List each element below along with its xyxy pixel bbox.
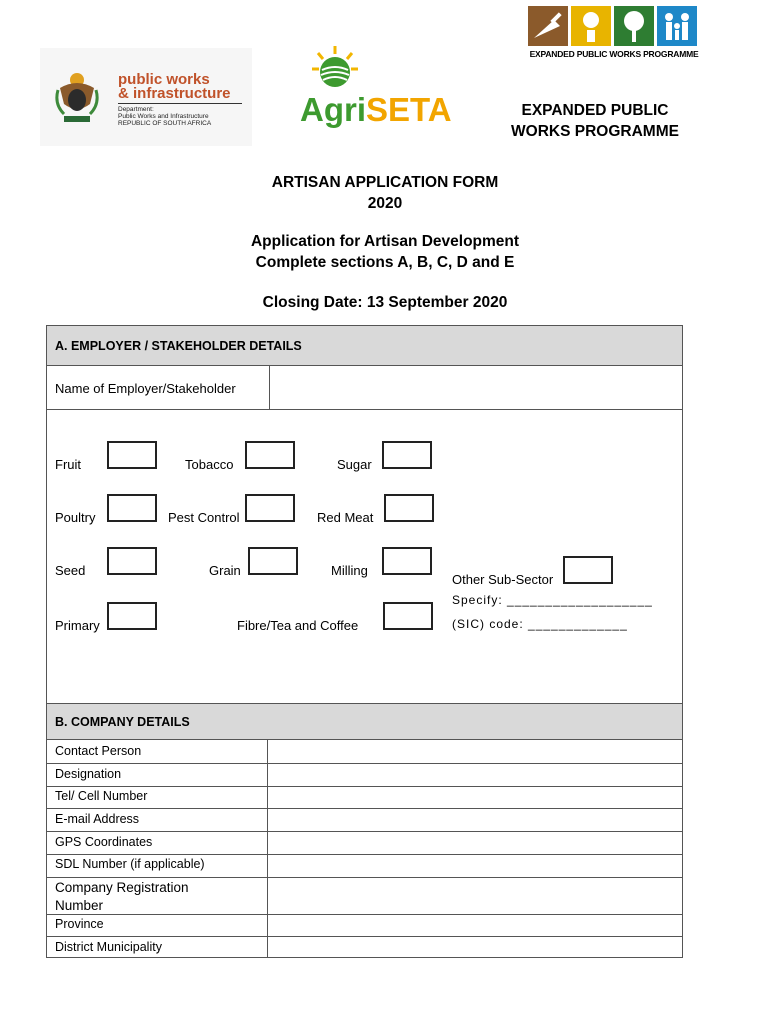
sun-person-icon: [571, 6, 611, 46]
section-b-heading: B. COMPANY DETAILS: [47, 703, 682, 740]
dpw-dept-name: Public Works and Infrastructure: [118, 113, 209, 120]
sector-label-pest-control: Pest Control: [168, 510, 240, 525]
sector-label-fruit: Fruit: [55, 457, 81, 472]
pest-control-checkbox[interactable]: [245, 494, 295, 522]
agriseta-wordmark: AgriSETA: [300, 91, 452, 128]
company-reg-input[interactable]: [268, 877, 682, 914]
company-reg-label: Company Registration Number: [55, 880, 189, 913]
closing-date: Closing Date: 13 September 2020: [262, 294, 508, 311]
province-input[interactable]: [268, 914, 682, 936]
fibre-tea-coffee-checkbox[interactable]: [383, 602, 433, 630]
district-municipality-input[interactable]: [268, 936, 682, 957]
province-label: Province: [55, 917, 104, 931]
sun-field-icon: [310, 44, 360, 94]
sector-label-primary: Primary: [55, 618, 100, 633]
sic-code-field[interactable]: (SIC) code: _____________: [452, 617, 628, 631]
grain-checkbox[interactable]: [248, 547, 298, 575]
sdl-number-label: SDL Number (if applicable): [55, 857, 205, 871]
employer-input[interactable]: [270, 366, 682, 409]
sector-label-poultry: Poultry: [55, 510, 96, 525]
sector-label-sugar: Sugar: [337, 457, 372, 472]
sector-label-red-meat: Red Meat: [317, 510, 374, 525]
contact-person-input[interactable]: [268, 740, 682, 763]
dpw-divider: [118, 103, 242, 104]
sector-label-fibre: Fibre/Tea and Coffee: [237, 618, 359, 633]
form-year: 2020: [367, 195, 403, 212]
milling-checkbox[interactable]: [382, 547, 432, 575]
tel-cell-input[interactable]: [268, 786, 682, 808]
dpw-name-line2: & infrastructure: [118, 85, 231, 102]
primary-checkbox[interactable]: [107, 602, 157, 630]
gps-input[interactable]: [268, 831, 682, 854]
epwp-logo: [528, 6, 700, 66]
district-municipality-label: District Municipality: [55, 940, 162, 954]
fruit-checkbox[interactable]: [107, 441, 157, 469]
sugar-checkbox[interactable]: [382, 441, 432, 469]
email-input[interactable]: [268, 808, 682, 831]
section-a-heading: A. EMPLOYER / STAKEHOLDER DETAILS: [47, 326, 682, 366]
poultry-checkbox[interactable]: [107, 494, 157, 522]
dpw-name-line1: public works: [118, 71, 210, 88]
dpw-logo: [40, 48, 252, 146]
sector-label-milling: Milling: [331, 563, 368, 578]
specify-field[interactable]: Specify: ___________________: [452, 593, 653, 607]
other-sub-sector-checkbox[interactable]: [563, 556, 613, 584]
sector-label-other: Other Sub-Sector: [452, 572, 554, 587]
dpw-country: REPUBLIC OF SOUTH AFRICA: [118, 120, 212, 127]
dpw-dept-label: Department:: [118, 106, 154, 113]
employer-label: Name of Employer/Stakeholder: [55, 381, 236, 396]
red-meat-checkbox[interactable]: [384, 494, 434, 522]
sector-label-grain: Grain: [209, 563, 241, 578]
designation-input[interactable]: [268, 763, 682, 786]
contact-person-label: Contact Person: [55, 744, 142, 758]
gps-label: GPS Coordinates: [55, 835, 153, 849]
form-title: ARTISAN APPLICATION FORM: [271, 174, 499, 191]
tobacco-checkbox[interactable]: [245, 441, 295, 469]
epwp-caption: EXPANDED PUBLIC WORKS PROGRAMME: [529, 49, 699, 59]
agriseta-logo: [300, 44, 472, 134]
application-form: [46, 325, 683, 958]
email-label: E-mail Address: [55, 812, 140, 826]
programme-title: EXPANDED PUBLIC WORKS PROGRAMME: [511, 102, 679, 140]
tree-icon: [614, 6, 654, 46]
sdl-number-input[interactable]: [268, 854, 682, 877]
trowel-icon: [528, 6, 568, 46]
designation-label: Designation: [55, 767, 122, 781]
seed-checkbox[interactable]: [107, 547, 157, 575]
subtitle-application: Application for Artisan Development: [250, 233, 520, 250]
subtitle-sections: Complete sections A, B, C, D and E: [255, 254, 515, 271]
sector-label-seed: Seed: [55, 563, 86, 578]
coat-of-arms-icon: [54, 70, 100, 126]
tel-cell-label: Tel/ Cell Number: [55, 789, 148, 803]
sector-label-tobacco: Tobacco: [185, 457, 234, 472]
family-icon: [657, 6, 697, 46]
